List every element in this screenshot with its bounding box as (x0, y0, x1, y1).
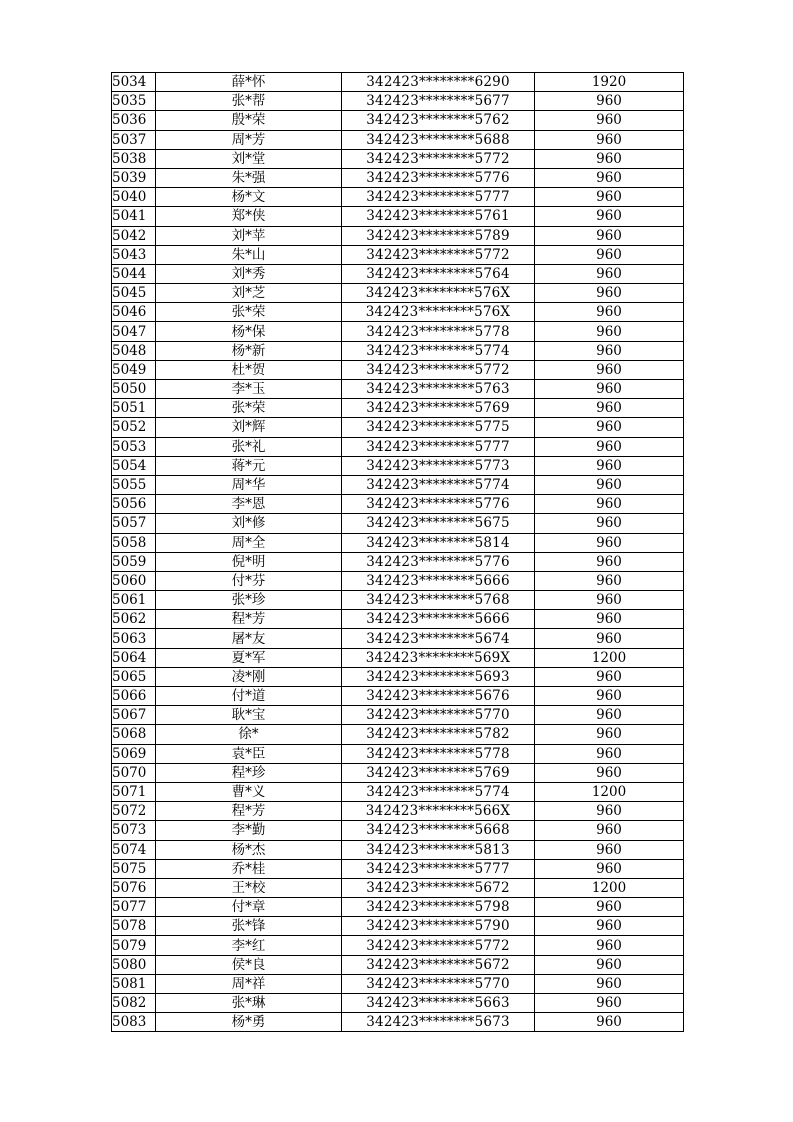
id-number-cell: 342423********5693 (342, 667, 535, 686)
row-number-cell: 5081 (112, 974, 156, 993)
row-number-cell: 5066 (112, 687, 156, 706)
row-number-cell: 5078 (112, 917, 156, 936)
table-row (112, 821, 684, 840)
amount-cell: 960 (535, 380, 684, 399)
amount-cell: 960 (535, 303, 684, 322)
name-cell: 刘*修 (156, 514, 342, 533)
amount-cell: 960 (535, 533, 684, 552)
table-row (112, 207, 684, 226)
row-number-cell: 5054 (112, 456, 156, 475)
table-row (112, 917, 684, 936)
id-number-cell: 342423********5777 (342, 188, 535, 207)
table-row (112, 168, 684, 187)
table-row (112, 859, 684, 878)
amount-cell: 960 (535, 245, 684, 264)
table-row (112, 418, 684, 437)
amount-cell: 960 (535, 168, 684, 187)
row-number-cell: 5039 (112, 168, 156, 187)
name-cell: 侯*良 (156, 955, 342, 974)
amount-cell: 960 (535, 706, 684, 725)
row-number-cell: 5038 (112, 149, 156, 168)
roster-table (111, 72, 684, 1032)
name-cell: 张*帮 (156, 92, 342, 111)
name-cell: 乔*桂 (156, 859, 342, 878)
row-number-cell: 5069 (112, 744, 156, 763)
table-row (112, 744, 684, 763)
id-number-cell: 342423********5672 (342, 955, 535, 974)
id-number-cell: 342423********5673 (342, 1013, 535, 1032)
amount-cell: 960 (535, 475, 684, 494)
amount-cell: 960 (535, 917, 684, 936)
row-number-cell: 5048 (112, 341, 156, 360)
name-cell: 张*琳 (156, 994, 342, 1013)
name-cell: 杨*保 (156, 322, 342, 341)
name-cell: 付*芬 (156, 571, 342, 590)
table-row (112, 1013, 684, 1032)
id-number-cell: 342423********5688 (342, 130, 535, 149)
table-row (112, 878, 684, 897)
row-number-cell: 5051 (112, 399, 156, 418)
name-cell: 刘*芝 (156, 284, 342, 303)
row-number-cell: 5075 (112, 859, 156, 878)
id-number-cell: 342423********569X (342, 648, 535, 667)
table-row (112, 591, 684, 610)
name-cell: 周*芳 (156, 130, 342, 149)
row-number-cell: 5080 (112, 955, 156, 974)
table-row (112, 73, 684, 92)
name-cell: 张*礼 (156, 437, 342, 456)
table-row (112, 399, 684, 418)
id-number-cell: 342423********5768 (342, 591, 535, 610)
table-row (112, 687, 684, 706)
amount-cell: 960 (535, 456, 684, 475)
name-cell: 张*锋 (156, 917, 342, 936)
amount-cell: 960 (535, 955, 684, 974)
row-number-cell: 5043 (112, 245, 156, 264)
amount-cell: 960 (535, 92, 684, 111)
roster-table-body (112, 73, 684, 1032)
id-number-cell: 342423********5761 (342, 207, 535, 226)
table-row (112, 226, 684, 245)
row-number-cell: 5079 (112, 936, 156, 955)
name-cell: 耿*宝 (156, 706, 342, 725)
id-number-cell: 342423********5674 (342, 629, 535, 648)
row-number-cell: 5041 (112, 207, 156, 226)
id-number-cell: 342423********6290 (342, 73, 535, 92)
table-row (112, 284, 684, 303)
name-cell: 程*珍 (156, 763, 342, 782)
name-cell: 蒋*元 (156, 456, 342, 475)
amount-cell: 960 (535, 360, 684, 379)
id-number-cell: 342423********5676 (342, 687, 535, 706)
row-number-cell: 5067 (112, 706, 156, 725)
name-cell: 周*祥 (156, 974, 342, 993)
table-row (112, 495, 684, 514)
row-number-cell: 5036 (112, 111, 156, 130)
id-number-cell: 342423********5770 (342, 974, 535, 993)
id-number-cell: 342423********5776 (342, 552, 535, 571)
row-number-cell: 5063 (112, 629, 156, 648)
row-number-cell: 5072 (112, 802, 156, 821)
row-number-cell: 5076 (112, 878, 156, 897)
id-number-cell: 342423********5668 (342, 821, 535, 840)
name-cell: 周*全 (156, 533, 342, 552)
table-row (112, 552, 684, 571)
name-cell: 袁*臣 (156, 744, 342, 763)
row-number-cell: 5074 (112, 840, 156, 859)
name-cell: 夏*军 (156, 648, 342, 667)
id-number-cell: 342423********5762 (342, 111, 535, 130)
table-row (112, 92, 684, 111)
amount-cell: 1200 (535, 782, 684, 801)
id-number-cell: 342423********5772 (342, 245, 535, 264)
id-number-cell: 342423********5772 (342, 149, 535, 168)
amount-cell: 960 (535, 859, 684, 878)
table-row (112, 994, 684, 1013)
table-row (112, 130, 684, 149)
id-number-cell: 342423********576X (342, 303, 535, 322)
name-cell: 杨*文 (156, 188, 342, 207)
row-number-cell: 5070 (112, 763, 156, 782)
id-number-cell: 342423********5776 (342, 495, 535, 514)
name-cell: 刘*堂 (156, 149, 342, 168)
row-number-cell: 5052 (112, 418, 156, 437)
name-cell: 李*红 (156, 936, 342, 955)
row-number-cell: 5064 (112, 648, 156, 667)
amount-cell: 960 (535, 610, 684, 629)
amount-cell: 960 (535, 284, 684, 303)
id-number-cell: 342423********5763 (342, 380, 535, 399)
id-number-cell: 342423********5769 (342, 399, 535, 418)
id-number-cell: 342423********5675 (342, 514, 535, 533)
row-number-cell: 5035 (112, 92, 156, 111)
row-number-cell: 5050 (112, 380, 156, 399)
amount-cell: 960 (535, 744, 684, 763)
table-row (112, 974, 684, 993)
table-row (112, 111, 684, 130)
row-number-cell: 5056 (112, 495, 156, 514)
amount-cell: 1920 (535, 73, 684, 92)
row-number-cell: 5060 (112, 571, 156, 590)
id-number-cell: 342423********5776 (342, 168, 535, 187)
row-number-cell: 5034 (112, 73, 156, 92)
row-number-cell: 5077 (112, 898, 156, 917)
amount-cell: 960 (535, 571, 684, 590)
id-number-cell: 342423********5775 (342, 418, 535, 437)
amount-cell: 960 (535, 898, 684, 917)
name-cell: 殷*荣 (156, 111, 342, 130)
id-number-cell: 342423********5777 (342, 859, 535, 878)
id-number-cell: 342423********5764 (342, 264, 535, 283)
table-row (112, 571, 684, 590)
name-cell: 付*章 (156, 898, 342, 917)
amount-cell: 960 (535, 687, 684, 706)
row-number-cell: 5040 (112, 188, 156, 207)
id-number-cell: 342423********5769 (342, 763, 535, 782)
row-number-cell: 5049 (112, 360, 156, 379)
row-number-cell: 5047 (112, 322, 156, 341)
table-row (112, 456, 684, 475)
amount-cell: 960 (535, 821, 684, 840)
amount-cell: 960 (535, 552, 684, 571)
row-number-cell: 5057 (112, 514, 156, 533)
row-number-cell: 5068 (112, 725, 156, 744)
amount-cell: 960 (535, 994, 684, 1013)
table-row (112, 936, 684, 955)
name-cell: 刘*秀 (156, 264, 342, 283)
table-row (112, 667, 684, 686)
amount-cell: 960 (535, 322, 684, 341)
table-row (112, 475, 684, 494)
name-cell: 程*芳 (156, 802, 342, 821)
name-cell: 张*荣 (156, 399, 342, 418)
id-number-cell: 342423********5772 (342, 936, 535, 955)
id-number-cell: 342423********5773 (342, 456, 535, 475)
name-cell: 徐* (156, 725, 342, 744)
table-row (112, 955, 684, 974)
row-number-cell: 5055 (112, 475, 156, 494)
row-number-cell: 5046 (112, 303, 156, 322)
row-number-cell: 5042 (112, 226, 156, 245)
amount-cell: 960 (535, 226, 684, 245)
amount-cell: 960 (535, 1013, 684, 1032)
amount-cell: 960 (535, 667, 684, 686)
amount-cell: 1200 (535, 878, 684, 897)
row-number-cell: 5059 (112, 552, 156, 571)
row-number-cell: 5061 (112, 591, 156, 610)
id-number-cell: 342423********5782 (342, 725, 535, 744)
id-number-cell: 342423********5770 (342, 706, 535, 725)
row-number-cell: 5065 (112, 667, 156, 686)
row-number-cell: 5083 (112, 1013, 156, 1032)
table-row (112, 264, 684, 283)
name-cell: 刘*苹 (156, 226, 342, 245)
row-number-cell: 5073 (112, 821, 156, 840)
table-row (112, 245, 684, 264)
id-number-cell: 342423********566X (342, 802, 535, 821)
name-cell: 薛*怀 (156, 73, 342, 92)
name-cell: 李*恩 (156, 495, 342, 514)
id-number-cell: 342423********5790 (342, 917, 535, 936)
table-row (112, 610, 684, 629)
id-number-cell: 342423********5778 (342, 322, 535, 341)
table-row (112, 706, 684, 725)
row-number-cell: 5058 (112, 533, 156, 552)
amount-cell: 960 (535, 399, 684, 418)
table-row (112, 437, 684, 456)
row-number-cell: 5037 (112, 130, 156, 149)
name-cell: 倪*明 (156, 552, 342, 571)
table-row (112, 380, 684, 399)
amount-cell: 960 (535, 418, 684, 437)
amount-cell: 960 (535, 725, 684, 744)
table-row (112, 322, 684, 341)
id-number-cell: 342423********5774 (342, 782, 535, 801)
id-number-cell: 342423********5672 (342, 878, 535, 897)
id-number-cell: 342423********5778 (342, 744, 535, 763)
amount-cell: 960 (535, 188, 684, 207)
name-cell: 屠*友 (156, 629, 342, 648)
name-cell: 郑*侠 (156, 207, 342, 226)
name-cell: 张*珍 (156, 591, 342, 610)
table-row (112, 360, 684, 379)
amount-cell: 960 (535, 936, 684, 955)
amount-cell: 960 (535, 264, 684, 283)
amount-cell: 960 (535, 437, 684, 456)
table-row (112, 341, 684, 360)
table-row (112, 514, 684, 533)
name-cell: 杨*新 (156, 341, 342, 360)
amount-cell: 960 (535, 629, 684, 648)
amount-cell: 960 (535, 207, 684, 226)
amount-cell: 960 (535, 763, 684, 782)
amount-cell: 960 (535, 974, 684, 993)
name-cell: 朱*山 (156, 245, 342, 264)
table-row (112, 188, 684, 207)
amount-cell: 960 (535, 495, 684, 514)
amount-cell: 960 (535, 130, 684, 149)
id-number-cell: 342423********5774 (342, 475, 535, 494)
table-row (112, 763, 684, 782)
row-number-cell: 5045 (112, 284, 156, 303)
amount-cell: 960 (535, 514, 684, 533)
id-number-cell: 342423********5663 (342, 994, 535, 1013)
name-cell: 杨*勇 (156, 1013, 342, 1032)
table-row (112, 629, 684, 648)
amount-cell: 960 (535, 802, 684, 821)
id-number-cell: 342423********5666 (342, 571, 535, 590)
name-cell: 朱*强 (156, 168, 342, 187)
name-cell: 凌*刚 (156, 667, 342, 686)
table-row (112, 840, 684, 859)
id-number-cell: 342423********5777 (342, 437, 535, 456)
id-number-cell: 342423********5772 (342, 360, 535, 379)
table-row (112, 782, 684, 801)
id-number-cell: 342423********5813 (342, 840, 535, 859)
id-number-cell: 342423********5814 (342, 533, 535, 552)
row-number-cell: 5053 (112, 437, 156, 456)
name-cell: 李*勤 (156, 821, 342, 840)
amount-cell: 960 (535, 149, 684, 168)
name-cell: 杜*贺 (156, 360, 342, 379)
row-number-cell: 5071 (112, 782, 156, 801)
amount-cell: 1200 (535, 648, 684, 667)
table-row (112, 149, 684, 168)
name-cell: 曹*义 (156, 782, 342, 801)
id-number-cell: 342423********576X (342, 284, 535, 303)
name-cell: 李*玉 (156, 380, 342, 399)
row-number-cell: 5082 (112, 994, 156, 1013)
name-cell: 王*校 (156, 878, 342, 897)
id-number-cell: 342423********5774 (342, 341, 535, 360)
amount-cell: 960 (535, 591, 684, 610)
id-number-cell: 342423********5666 (342, 610, 535, 629)
id-number-cell: 342423********5789 (342, 226, 535, 245)
id-number-cell: 342423********5798 (342, 898, 535, 917)
table-row (112, 648, 684, 667)
name-cell: 张*荣 (156, 303, 342, 322)
name-cell: 周*华 (156, 475, 342, 494)
name-cell: 付*道 (156, 687, 342, 706)
name-cell: 程*芳 (156, 610, 342, 629)
table-row (112, 303, 684, 322)
amount-cell: 960 (535, 111, 684, 130)
name-cell: 杨*杰 (156, 840, 342, 859)
table-row (112, 898, 684, 917)
row-number-cell: 5044 (112, 264, 156, 283)
table-row (112, 802, 684, 821)
name-cell: 刘*辉 (156, 418, 342, 437)
table-row (112, 533, 684, 552)
amount-cell: 960 (535, 840, 684, 859)
id-number-cell: 342423********5677 (342, 92, 535, 111)
amount-cell: 960 (535, 341, 684, 360)
table-row (112, 725, 684, 744)
row-number-cell: 5062 (112, 610, 156, 629)
